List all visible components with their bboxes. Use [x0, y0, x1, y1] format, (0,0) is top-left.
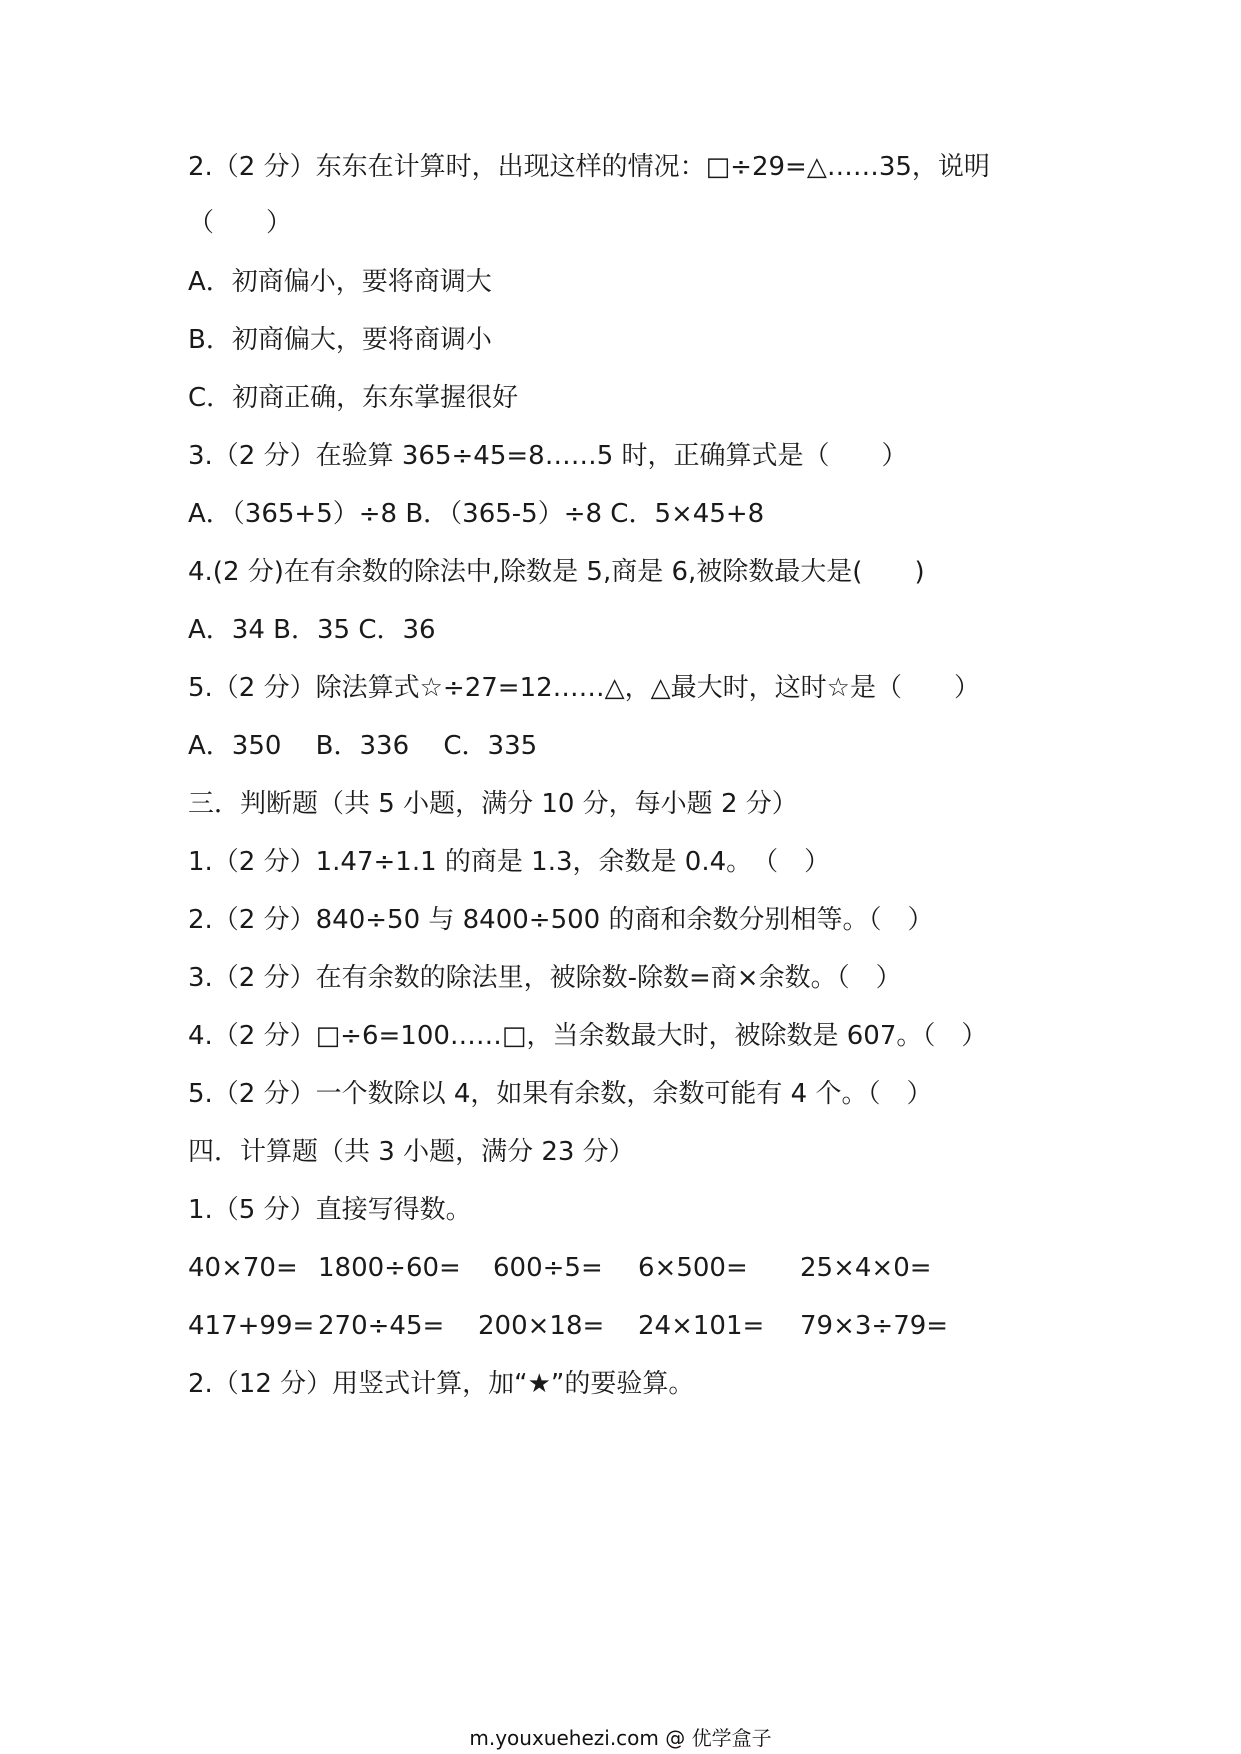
calc-item: 270÷45=: [318, 1311, 445, 1341]
question-5-stem: 5.（2 分）除法算式☆÷27=12……△，△最大时，这时☆是（ ）: [188, 673, 980, 703]
section-4-title: 四．计算题（共 3 小题，满分 23 分）: [188, 1137, 635, 1167]
question-2-blank: （ ）: [188, 208, 293, 238]
calc-item: 1800÷60=: [318, 1253, 461, 1283]
calc-item: 6×500=: [638, 1253, 748, 1283]
calc-item: 600÷5=: [493, 1253, 603, 1283]
question-2-option-c: C．初商正确，东东掌握很好: [188, 383, 519, 413]
question-3-stem: 3.（2 分）在验算 365÷45=8……5 时，正确算式是（ ）: [188, 441, 908, 471]
calc-item: 40×70=: [188, 1253, 298, 1283]
footer-watermark: m.youxuehezi.com @ 优学盒子: [469, 1726, 772, 1750]
calc-item: 25×4×0=: [800, 1253, 932, 1283]
judgement-item-2: 2.（2 分）840÷50 与 8400÷500 的商和余数分别相等。（ ）: [188, 905, 934, 935]
question-5-options: A．350 B．336 C．335: [188, 731, 538, 761]
calc-question-1: 1.（5 分）直接写得数。: [188, 1195, 472, 1225]
question-2-stem: 2.（2 分）东东在计算时，出现这样的情况：□÷29=△……35，说明: [188, 152, 990, 182]
judgement-item-5: 5.（2 分）一个数除以 4，如果有余数，余数可能有 4 个。（ ）: [188, 1079, 933, 1109]
judgement-item-1: 1.（2 分）1.47÷1.1 的商是 1.3，余数是 0.4。 （ ）: [188, 847, 831, 877]
judgement-item-4: 4.（2 分）□÷6=100……□，当余数最大时，被除数是 607。（ ）: [188, 1021, 988, 1051]
calc-row-2: [188, 1309, 1088, 1343]
calc-question-2: 2.（12 分）用竖式计算，加“★”的要验算。: [188, 1369, 695, 1399]
section-3-title: 三．判断题（共 5 小题，满分 10 分，每小题 2 分）: [188, 789, 798, 819]
calc-item: 417+99=: [188, 1311, 315, 1341]
calc-item: 200×18=: [478, 1311, 605, 1341]
question-2-option-b: B．初商偏大，要将商调小: [188, 325, 492, 355]
calc-item: 79×3÷79=: [800, 1311, 949, 1341]
question-2-option-a: A．初商偏小，要将商调大: [188, 267, 492, 297]
calc-item: 24×101=: [638, 1311, 765, 1341]
calc-row-1: [188, 1251, 1088, 1285]
question-4-options: A．34 B．35 C．36: [188, 615, 436, 645]
question-3-options: A．（365+5）÷8 B．（365-5）÷8 C．5×45+8: [188, 499, 765, 529]
question-4-stem: 4.(2 分)在有余数的除法中,除数是 5,商是 6,被除数最大是( ): [188, 557, 925, 587]
judgement-item-3: 3.（2 分）在有余数的除法里，被除数-除数=商×余数。（ ）: [188, 963, 902, 993]
